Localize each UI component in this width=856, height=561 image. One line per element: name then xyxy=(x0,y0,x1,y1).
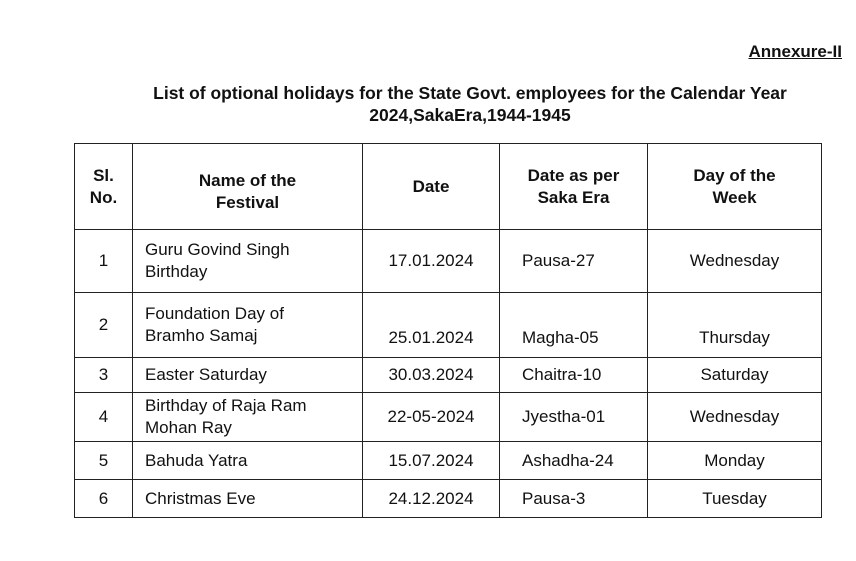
header-day-line-2: Week xyxy=(712,187,757,207)
sl-cell: 3 xyxy=(75,358,133,393)
header-date-label: Date xyxy=(412,176,450,196)
header-sl-no xyxy=(75,144,133,230)
festival-name-line-1: Christmas Eve xyxy=(145,488,256,508)
table-row xyxy=(75,358,822,393)
sl-cell: 6 xyxy=(75,480,133,518)
festival-name-cell xyxy=(133,293,363,358)
header-saka-date xyxy=(500,144,648,230)
header-day-of-week xyxy=(648,144,822,230)
festival-name-line-2: Mohan Ray xyxy=(145,418,232,437)
festival-name-cell xyxy=(133,442,363,480)
saka-date-cell: Chaitra-10 xyxy=(500,358,648,393)
header-saka-line-1: Date as per xyxy=(527,165,620,185)
day-cell: Wednesday xyxy=(648,230,822,293)
festival-name-cell xyxy=(133,393,363,442)
festival-name-cell xyxy=(133,480,363,518)
day-cell: Monday xyxy=(648,442,822,480)
document-title xyxy=(60,82,856,126)
saka-date-cell: Magha-05 xyxy=(500,293,648,358)
table-row xyxy=(75,293,822,358)
title-line-2: 2024,SakaEra,1944-1945 xyxy=(369,105,571,125)
saka-date-cell: Pausa-27 xyxy=(500,230,648,293)
festival-name-line-1: Easter Saturday xyxy=(145,365,267,384)
sl-cell: 1 xyxy=(75,230,133,293)
day-cell: Tuesday xyxy=(648,480,822,518)
festival-name-cell xyxy=(133,358,363,393)
sl-cell: 5 xyxy=(75,442,133,480)
date-cell: 17.01.2024 xyxy=(363,230,500,293)
header-sl-line-2: No. xyxy=(89,187,118,207)
holiday-table xyxy=(74,143,822,518)
festival-name-line-2: Birthday xyxy=(145,262,208,281)
day-cell: Thursday xyxy=(648,293,822,358)
header-saka-line-2: Saka Era xyxy=(537,187,610,207)
date-cell: 24.12.2024 xyxy=(363,480,500,518)
festival-name-line-2: Bramho Samaj xyxy=(145,326,258,345)
sl-cell: 4 xyxy=(75,393,133,442)
date-cell: 15.07.2024 xyxy=(363,442,500,480)
header-festival-name xyxy=(133,144,363,230)
date-cell: 22-05-2024 xyxy=(363,393,500,442)
header-sl-line-1: Sl. xyxy=(93,165,114,185)
table-row xyxy=(75,393,822,442)
header-day-line-1: Day of the xyxy=(693,165,776,185)
saka-date-cell: Ashadha-24 xyxy=(500,442,648,480)
festival-name-line-1: Guru Govind Singh xyxy=(145,240,290,259)
festival-name-line-1: Birthday of Raja Ram xyxy=(145,396,307,415)
table-row xyxy=(75,442,822,480)
title-line-1: List of optional holidays for the State Govt. employees for the Calendar Year xyxy=(153,83,787,103)
day-cell: Wednesday xyxy=(648,393,822,442)
header-date xyxy=(363,144,500,230)
day-cell: Saturday xyxy=(648,358,822,393)
date-cell: 30.03.2024 xyxy=(363,358,500,393)
table-row xyxy=(75,230,822,293)
table-row xyxy=(75,480,822,518)
date-cell: 25.01.2024 xyxy=(363,293,500,358)
festival-name-line-1: Bahuda Yatra xyxy=(145,450,248,470)
table-header-row xyxy=(75,144,822,230)
festival-name-cell xyxy=(133,230,363,293)
festival-name-line-1: Foundation Day of xyxy=(145,304,284,323)
sl-cell: 2 xyxy=(75,293,133,358)
saka-date-cell: Jyestha-01 xyxy=(500,393,648,442)
saka-date-cell: Pausa-3 xyxy=(500,480,648,518)
header-name-line-2: Festival xyxy=(215,192,280,212)
annexure-label: Annexure-II xyxy=(748,42,842,61)
header-name-line-1: Name of the xyxy=(198,170,297,190)
